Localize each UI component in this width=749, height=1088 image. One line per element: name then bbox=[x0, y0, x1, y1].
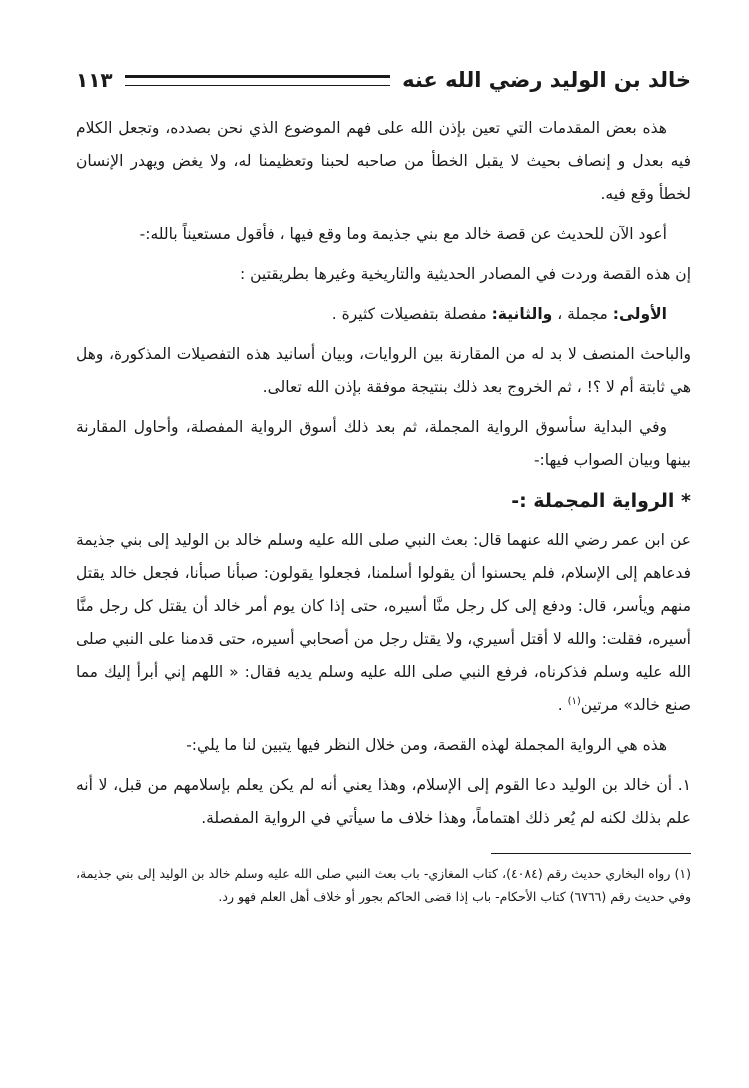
paragraph: هذه بعض المقدمات التي تعين بإذن الله على فهم الموضوع الذي نحن بصدده، وتجعل الكلام فيه بعدل و إنصاف بحيث لا يقبل الخطأ من صاحبه لحبنا وتعظيمنا له، ولا يغض ويهدر الإنسان لخطأ وقع فيه. bbox=[76, 119, 691, 203]
paragraph-methods bbox=[76, 298, 691, 331]
paragraph: إن هذه القصة وردت في المصادر الحديثية والتاريخية وغيرها بطريقتين : bbox=[239, 265, 691, 283]
paragraph: أعود الآن للحديث عن قصة خالد مع بني جذيمة وما وقع فيها ، فأقول مستعيناً بالله:- bbox=[139, 225, 667, 243]
paragraph: وفي البداية سأسوق الرواية المجملة، ثم بعد ذلك أسوق الرواية المفصلة، وأحاول المقارنة بينها وبيان الصواب فيها:- bbox=[76, 418, 691, 469]
footnote-separator bbox=[491, 853, 691, 854]
paragraph: هذه هي الرواية المجملة لهذه القصة، ومن خلال النظر فيها يتبين لنا ما يلي:- bbox=[186, 736, 667, 754]
first-method-label: الأولى: bbox=[612, 305, 667, 323]
second-method-text: مفصلة بتفصيلات كثيرة . bbox=[331, 305, 487, 323]
running-title: خالد بن الوليد رضي الله عنه bbox=[402, 68, 691, 92]
page-number: ١١٣ bbox=[76, 68, 113, 92]
book-page bbox=[76, 60, 691, 1088]
hadith-end: . bbox=[557, 696, 568, 714]
numbered-point: ١. أن خالد بن الوليد دعا القوم إلى الإسلام، وهذا يعني أنه لم يكن يعلم بإسلامهم من قبل، لا أنه علم بذلك لكنه لم يُعر ذلك اهتماماً، وهذا خلاف ما سيأتي في الرواية المفصلة. bbox=[76, 776, 691, 827]
hadith-paragraph bbox=[76, 524, 691, 722]
section-heading: * الرواية المجملة :- bbox=[511, 490, 691, 512]
header-rule bbox=[125, 75, 390, 86]
hadith-text: عن ابن عمر رضي الله عنهما قال: بعث النبي صلى الله عليه وسلم خالد بن الوليد إلى بني جذيمة فدعاهم إلى الإسلام، فلم يحسنوا أن يقولوا أسلمنا، فجعلوا يقولون: صبأنا صبأنا، فجعل خالد يقتل منهم ويأسر، قال: ودفع إلى كل رجل منَّا أسيره، حتى إذا كان يوم أمر خالد أن يقتل كل رجل منَّا أسيره، فقلت: والله لا أقتل أسيري، ولا يقتل رجل من أصحابي أسيره، حتى قدمنا على النبي صلى الله عليه وسلم فذكرناه، فرفع النبي صلى الله عليه وسلم يديه فقال: « اللهم إني أبرأ إليك مما صنع خالد» مرتين bbox=[75, 531, 691, 714]
footnote-reference: (١) bbox=[567, 695, 581, 707]
page-header bbox=[76, 60, 691, 100]
main-text bbox=[76, 112, 691, 835]
first-method-text: مجملة ، bbox=[557, 305, 608, 323]
paragraph: والباحث المنصف لا بد له من المقارنة بين الروايات، وبيان أسانيد هذه التفصيلات المذكورة، وهل هي ثابتة أم لا ؟! ، ثم الخروج بعد ذلك بنتيجة موفقة بإذن الله تعالى. bbox=[76, 345, 691, 396]
second-method-label: والثانية: bbox=[491, 305, 553, 323]
footnote: (١) رواه البخاري حديث رقم (٤٠٨٤)، كتاب المغازي- باب بعث النبي صلى الله عليه وسلم خالد بن الوليد إلى بني جذيمة، وفي حديث رقم (٦٧٦٦) كتاب الأحكام- باب إذا قضى الحاكم بجور أو خلاف أهل العلم فهو رد. bbox=[76, 866, 691, 904]
